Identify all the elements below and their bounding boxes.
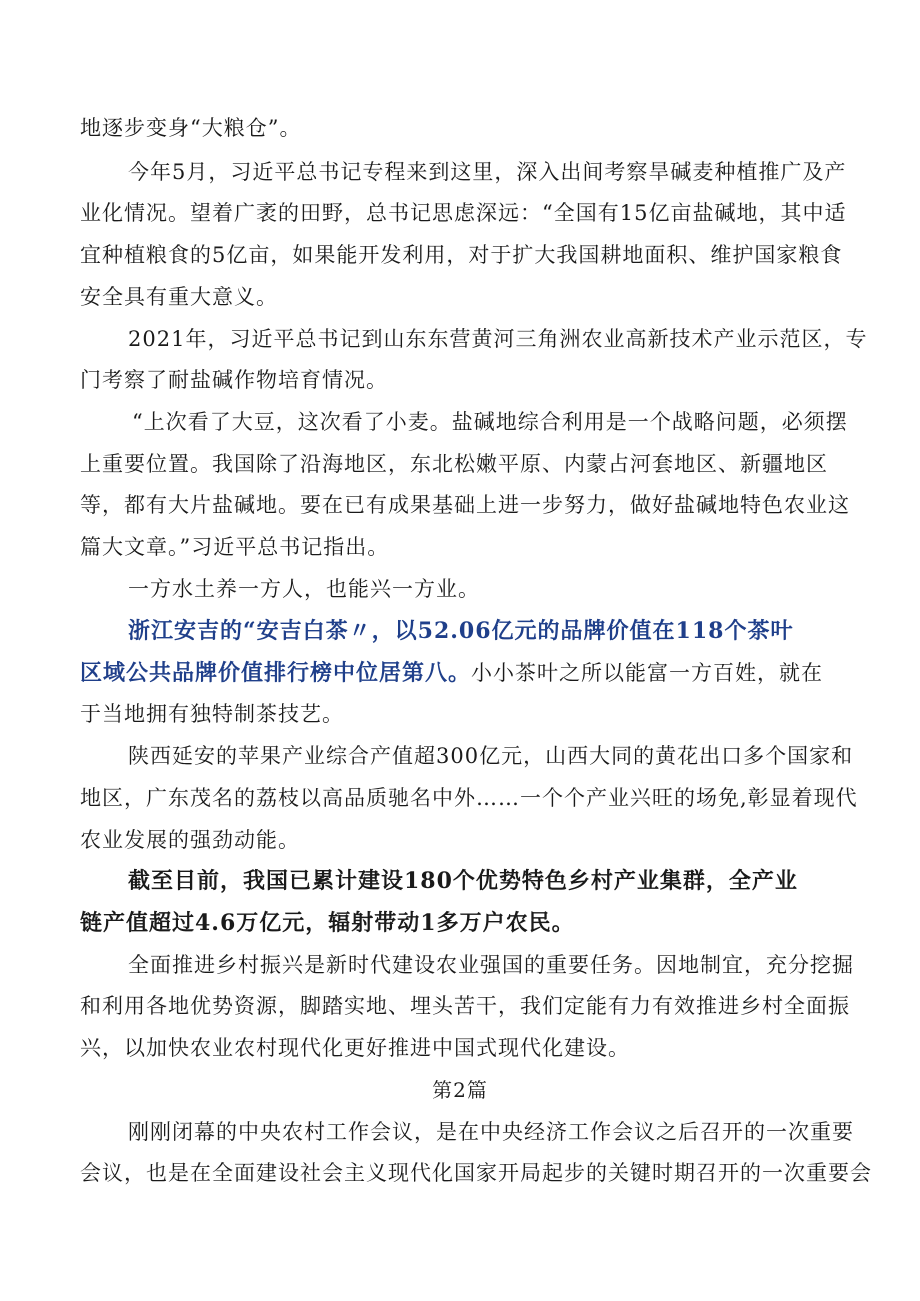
highlighted-text: 区域公共品牌价值排行榜中位居第八。 xyxy=(80,660,472,686)
paragraph-line: 地逐步变身“大粮仓”。 xyxy=(80,116,302,140)
paragraph-line: 链产值超过4.6万亿元，辐射带动1多万户农民。 xyxy=(80,910,575,936)
paragraph-line: 2021年，习近平总书记到山东东营黄河三角洲农业高新技术产业示范区，专 xyxy=(128,327,868,351)
paragraph-line: 地区，广东茂名的荔枝以高品质驰名中外……一个个产业兴旺的场免,彰显着现代 xyxy=(80,786,858,810)
paragraph-line: 兴，以加快农业农村现代化更好推进中国式现代化建设。 xyxy=(80,1036,630,1060)
paragraph-line: 等，都有大片盐碱地。要在已有成果基础上进一步努力，做好盐碱地特色农业这 xyxy=(80,493,850,517)
paragraph-text: 小小茶叶之所以能富一方百姓，就在 xyxy=(471,661,824,685)
paragraph-line xyxy=(80,659,823,687)
paragraph-line: 今年5月，习近平总书记专程来到这里，深入出间考察旱碱麦种植推广及产 xyxy=(128,160,847,184)
paragraph-line: 一方水土养一方人，也能兴一方业。 xyxy=(128,577,480,601)
paragraph-line: 陕西延安的苹果产业综合产值超300亿元，山西大同的黄花出口多个国家和 xyxy=(128,744,854,768)
paragraph-line: 和利用各地优势资源，脚踏实地、埋头苦干，我们定能有力有效推进乡村全面振 xyxy=(80,994,850,1018)
paragraph-line: 篇大文章。”习近平总书记指出。 xyxy=(80,535,390,559)
paragraph-line: 刚刚闭幕的中央农村工作会议，是在中央经济工作会议之后召开的一次重要 xyxy=(128,1120,854,1144)
section-heading: 第2篇 xyxy=(432,1078,488,1102)
paragraph-line: 上重要位置。我国除了沿海地区，东北松嫩平原、内蒙占河套地区、新疆地区 xyxy=(80,452,828,476)
paragraph-line: 宜种植粮食的5亿亩，如果能开发利用，对于扩大我国耕地面积、维护国家粮食 xyxy=(80,243,843,267)
paragraph-line: “上次看了大豆，这次看了小麦。盐碱地综合利用是一个战略问题，必须摆 xyxy=(132,410,848,434)
paragraph-line: 会议，也是在全面建设社会主义现代化国家开局起步的关键时期召开的一次重要会 xyxy=(80,1161,872,1185)
highlighted-text: 浙江安吉的“安吉白茶〃，以52.06亿元的品牌价值在118个茶叶 xyxy=(128,618,794,644)
paragraph-line: 于当地拥有独特制茶技艺。 xyxy=(80,702,344,726)
paragraph-line: 全面推进乡村振兴是新时代建设农业强国的重要任务。因地制宜，充分挖掘 xyxy=(128,953,854,977)
paragraph-line: 业化情况。望着广袤的田野，总书记思虑深远：“全国有15亿亩盐碱地，其中适 xyxy=(80,201,847,225)
paragraph-line: 农业发展的强劲动能。 xyxy=(80,828,300,852)
paragraph-line: 截至目前，我国已累计建设180个优势特色乡村产业集群，全产业 xyxy=(128,868,798,894)
paragraph-line: 门考察了耐盐碱作物培育情况。 xyxy=(80,368,388,392)
paragraph-line: 安全具有重大意义。 xyxy=(80,285,278,309)
